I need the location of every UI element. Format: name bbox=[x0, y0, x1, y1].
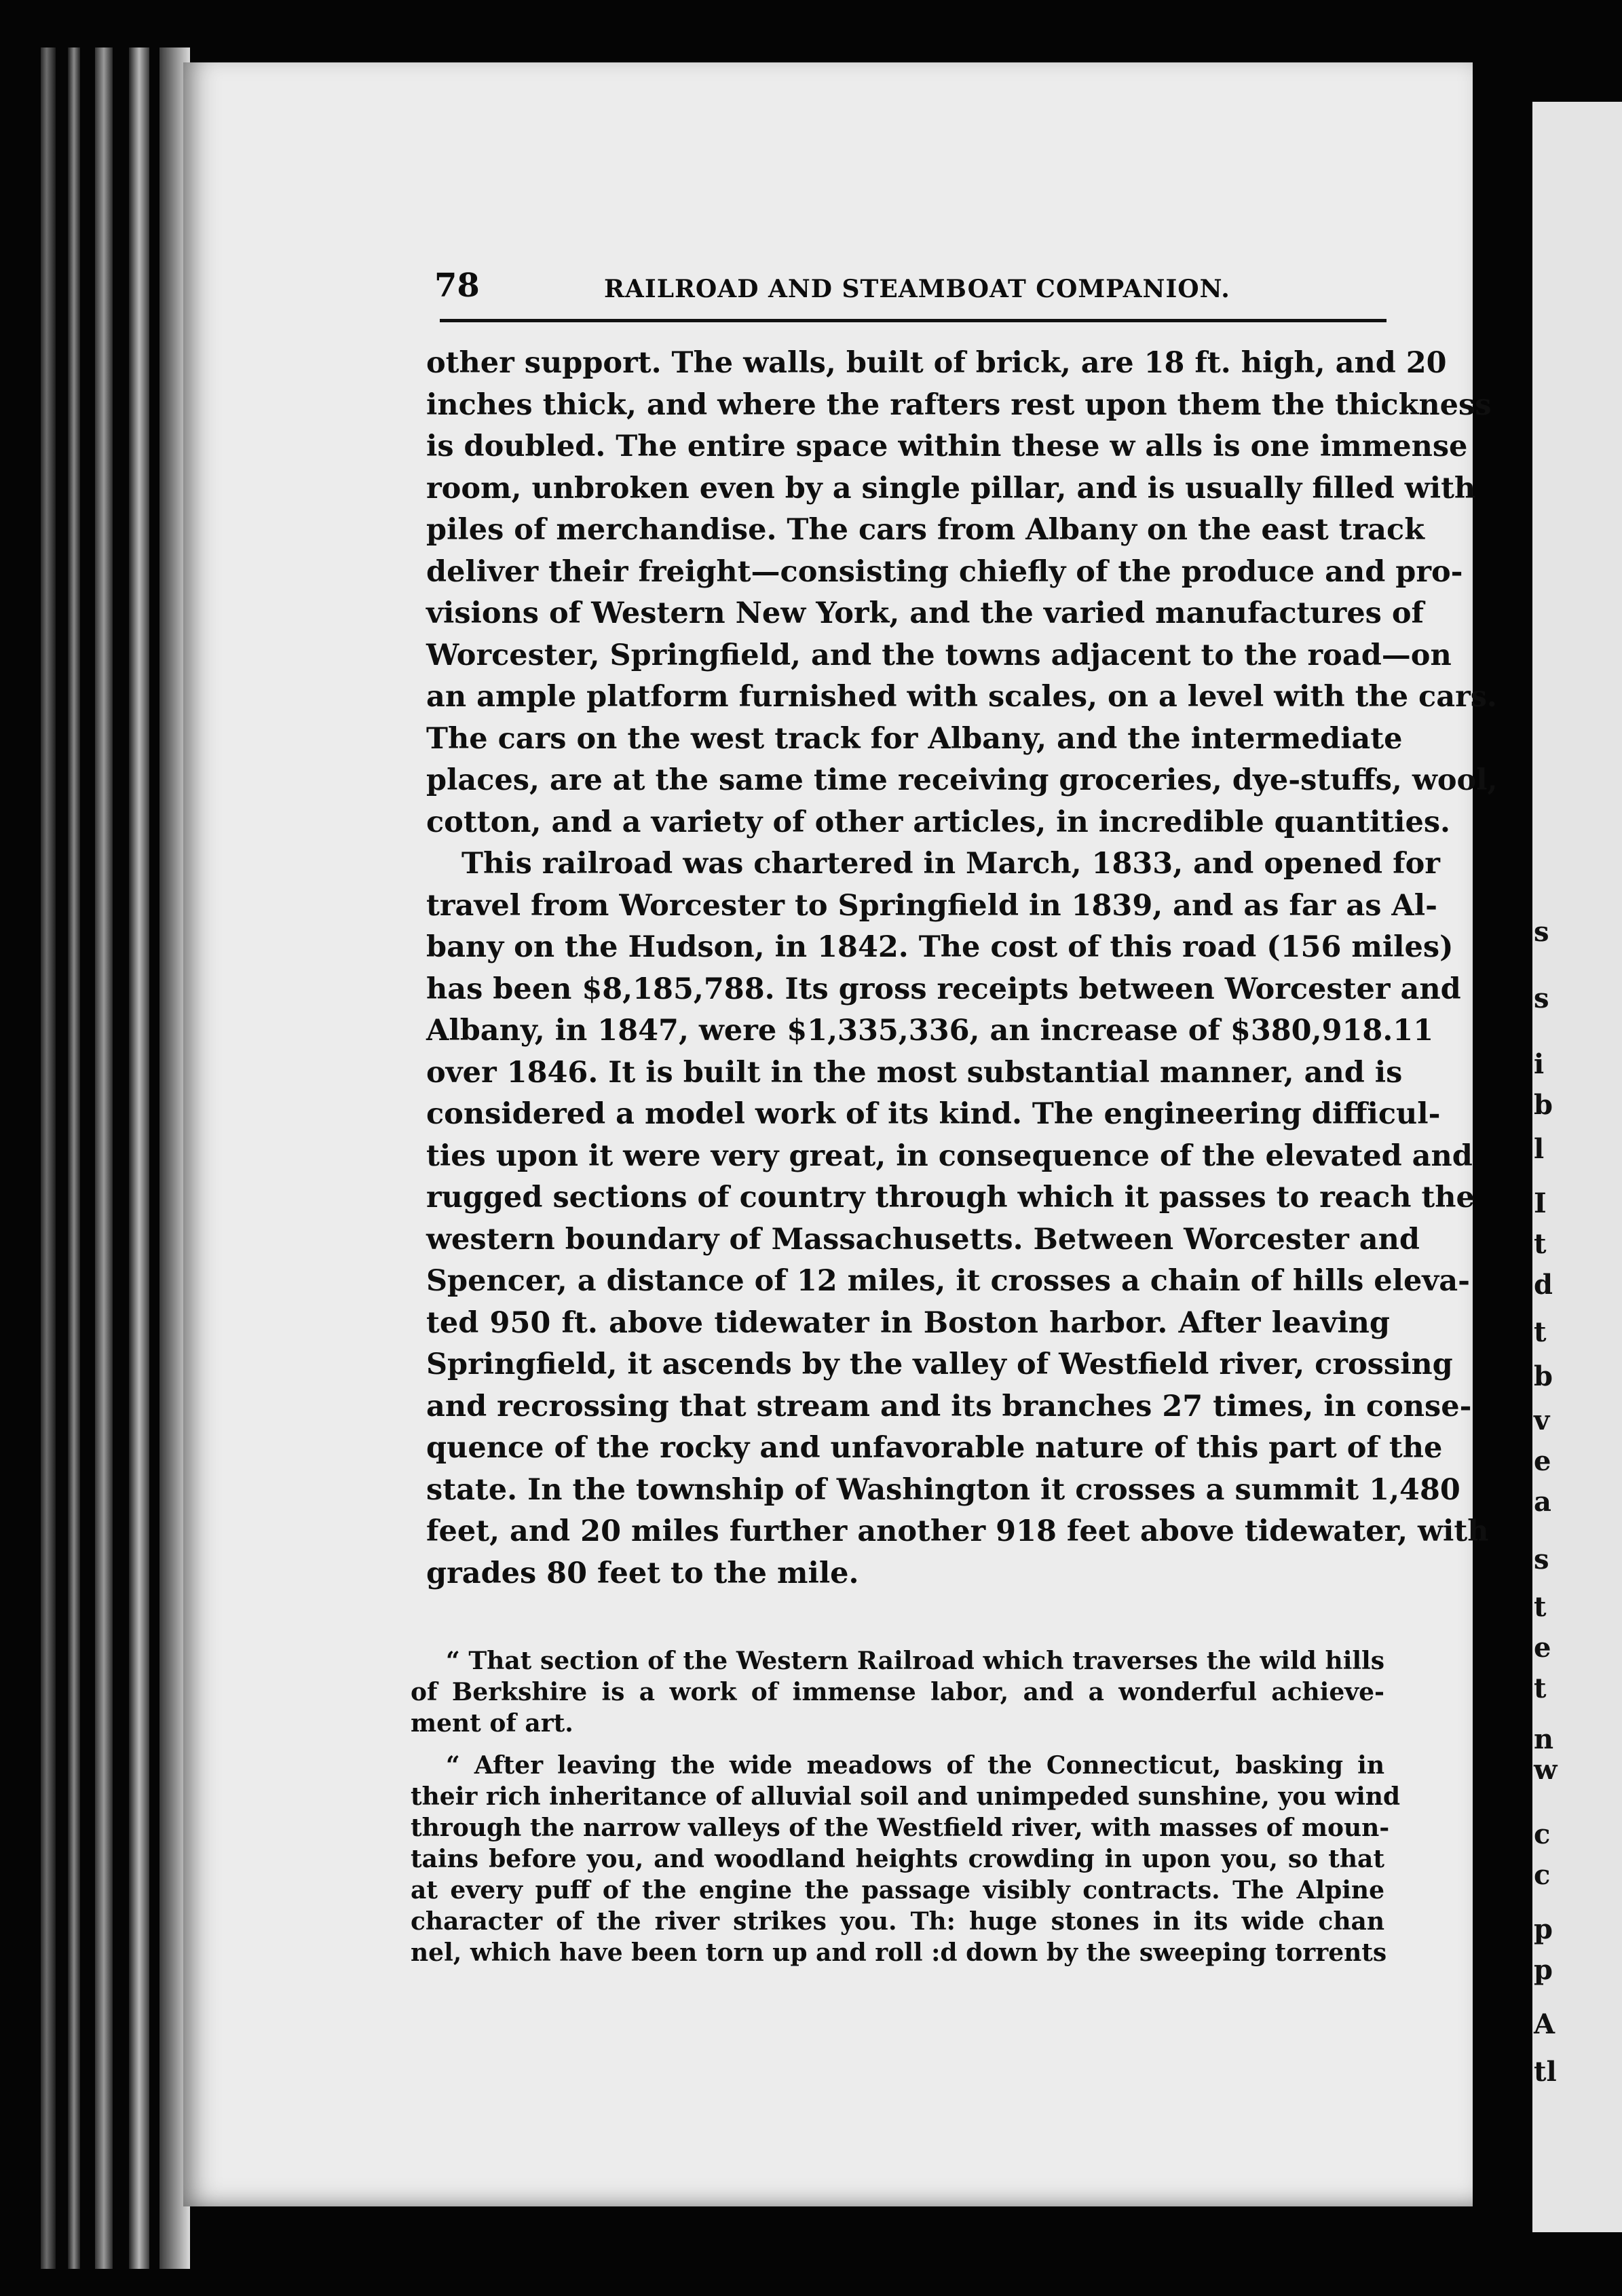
facing-page-fragment: e bbox=[1534, 1445, 1551, 1477]
facing-page-fragment: e bbox=[1534, 1632, 1551, 1664]
body-paragraph bbox=[426, 843, 1489, 1594]
text-line: of Berkshire is a work of immense labor, and a wonderful achieve- bbox=[411, 1678, 1384, 1706]
quote-paragraph bbox=[411, 1645, 1384, 1739]
text-line: visions of Western New York, and the varied manufactures of bbox=[426, 596, 1425, 630]
text-line: ted 950 ft. above tidewater in Boston harbor. After leaving bbox=[426, 1305, 1390, 1340]
text-line: deliver their freight—consisting chiefly of the produce and pro- bbox=[426, 554, 1463, 589]
text-line: other support. The walls, built of brick, are 18 ft. high, and 20 bbox=[426, 346, 1447, 380]
facing-page-fragment: tl bbox=[1534, 2056, 1557, 2088]
text-line: The cars on the west track for Albany, and the intermediate bbox=[426, 721, 1403, 756]
text-line: “ That section of the Western Railroad which traverses the wild hills bbox=[446, 1647, 1384, 1675]
text-line: is doubled. The entire space within these w alls is one immense bbox=[426, 429, 1468, 463]
text-line: places, are at the same time receiving groceries, dye-stuffs, wool, bbox=[426, 763, 1498, 797]
facing-page-fragment: w bbox=[1534, 1754, 1558, 1786]
facing-page-fragment: c bbox=[1534, 1859, 1551, 1891]
text-line: rugged sections of country through which it passes to reach the bbox=[426, 1181, 1475, 1214]
facing-page-fragment: b bbox=[1534, 1360, 1553, 1392]
text-line: ties upon it were very great, in consequence of the elevated and bbox=[426, 1139, 1473, 1173]
facing-page-fragment: t bbox=[1534, 1672, 1547, 1704]
book-edge bbox=[129, 47, 149, 2269]
facing-page-fragment: I bbox=[1534, 1187, 1547, 1219]
text-line: at every puff of the engine the passage visibly contracts. The Alpine bbox=[411, 1876, 1384, 1905]
text-line: feet, and 20 miles further another 918 feet above tidewater, with bbox=[426, 1514, 1489, 1548]
facing-page-fragment: l bbox=[1534, 1133, 1545, 1165]
quote-paragraph bbox=[411, 1750, 1401, 1968]
header-rule bbox=[440, 319, 1387, 322]
facing-page-fragment: n bbox=[1534, 1723, 1554, 1755]
text-line: through the narrow valleys of the Westfield river, with masses of moun- bbox=[411, 1814, 1390, 1842]
facing-page-fragment: d bbox=[1534, 1269, 1553, 1301]
text-line: quence of the rocky and unfavorable nature of this part of the bbox=[426, 1431, 1443, 1465]
text-line: and recrossing that stream and its branches 27 times, in conse- bbox=[426, 1389, 1472, 1423]
facing-page-fragment: s bbox=[1534, 916, 1549, 948]
book-edge bbox=[95, 47, 113, 2269]
facing-page-fragment: v bbox=[1534, 1404, 1550, 1436]
text-line: This railroad was chartered in March, 1833, and opened for bbox=[461, 847, 1440, 881]
text-line: Springfield, it ascends by the valley of Westfield river, crossing bbox=[426, 1347, 1453, 1381]
facing-page-fragment: p bbox=[1534, 1954, 1553, 1986]
text-line: an ample platform furnished with scales, on a level with the cars. bbox=[426, 680, 1497, 714]
text-line: nel, which have been torn up and roll :d down by the sweeping torrents bbox=[411, 1938, 1387, 1967]
text-line: ment of art. bbox=[411, 1709, 573, 1738]
text-line: “ After leaving the wide meadows of the Connecticut, basking in bbox=[446, 1751, 1384, 1780]
body-text bbox=[426, 343, 1498, 1594]
text-line: tains before you, and woodland heights crowding in upon you, so that bbox=[411, 1845, 1384, 1873]
facing-page-fragment: s bbox=[1534, 982, 1549, 1014]
text-line: Worcester, Springfield, and the towns adjacent to the road—on bbox=[426, 638, 1452, 672]
book-edge bbox=[68, 47, 80, 2269]
text-line: state. In the township of Washington it crosses a summit 1,480 bbox=[426, 1472, 1460, 1507]
facing-page-fragment: t bbox=[1534, 1228, 1547, 1260]
text-line: Albany, in 1847, were $1,335,336, an increase of $380,918.11 bbox=[426, 1014, 1434, 1048]
text-line: inches thick, and where the rafters rest upon them the thickness bbox=[426, 387, 1492, 422]
facing-page-fragment: i bbox=[1534, 1048, 1545, 1080]
book-edge bbox=[41, 47, 56, 2269]
text-line: western boundary of Massachusetts. Between Worcester and bbox=[426, 1222, 1420, 1257]
facing-page-fragment: c bbox=[1534, 1818, 1551, 1850]
facing-page-fragment: t bbox=[1534, 1316, 1547, 1348]
text-line: travel from Worcester to Springfield in 1839, and as far as Al- bbox=[426, 888, 1437, 923]
quoted-passages bbox=[411, 1645, 1401, 1968]
text-line: considered a model work of its kind. The engineering difficul- bbox=[426, 1097, 1441, 1131]
running-title: RAILROAD AND STEAMBOAT COMPANION. bbox=[604, 275, 1230, 303]
running-head bbox=[434, 267, 1384, 314]
text-line: piles of merchandise. The cars from Albany on the east track bbox=[426, 513, 1425, 547]
text-line: their rich inheritance of alluvial soil and unimpeded sunshine, you wind bbox=[411, 1782, 1401, 1811]
facing-page-edge bbox=[1532, 102, 1622, 2232]
text-line: character of the river strikes you. Th: huge stones in its wide chan bbox=[411, 1907, 1384, 1936]
facing-page-fragment: t bbox=[1534, 1591, 1547, 1623]
body-paragraph bbox=[426, 343, 1498, 843]
facing-page-fragment: A bbox=[1534, 2008, 1555, 2040]
text-line: over 1846. It is built in the most substantial manner, and is bbox=[426, 1055, 1403, 1090]
facing-page-fragment: p bbox=[1534, 1913, 1553, 1945]
facing-page-fragment: a bbox=[1534, 1486, 1551, 1518]
text-line: has been $8,185,788. Its gross receipts between Worcester and bbox=[426, 972, 1461, 1006]
page-number: 78 bbox=[434, 267, 480, 305]
text-line: bany on the Hudson, in 1842. The cost of this road (156 miles) bbox=[426, 930, 1454, 964]
text-line: Spencer, a distance of 12 miles, it crosses a chain of hills eleva- bbox=[426, 1264, 1471, 1298]
facing-page-fragment: b bbox=[1534, 1089, 1553, 1121]
text-line: cotton, and a variety of other articles, in incredible quantities. bbox=[426, 805, 1451, 839]
text-line: room, unbroken even by a single pillar, and is usually filled with bbox=[426, 471, 1476, 505]
text-line: grades 80 feet to the mile. bbox=[426, 1556, 859, 1590]
facing-page-fragment: s bbox=[1534, 1544, 1549, 1575]
